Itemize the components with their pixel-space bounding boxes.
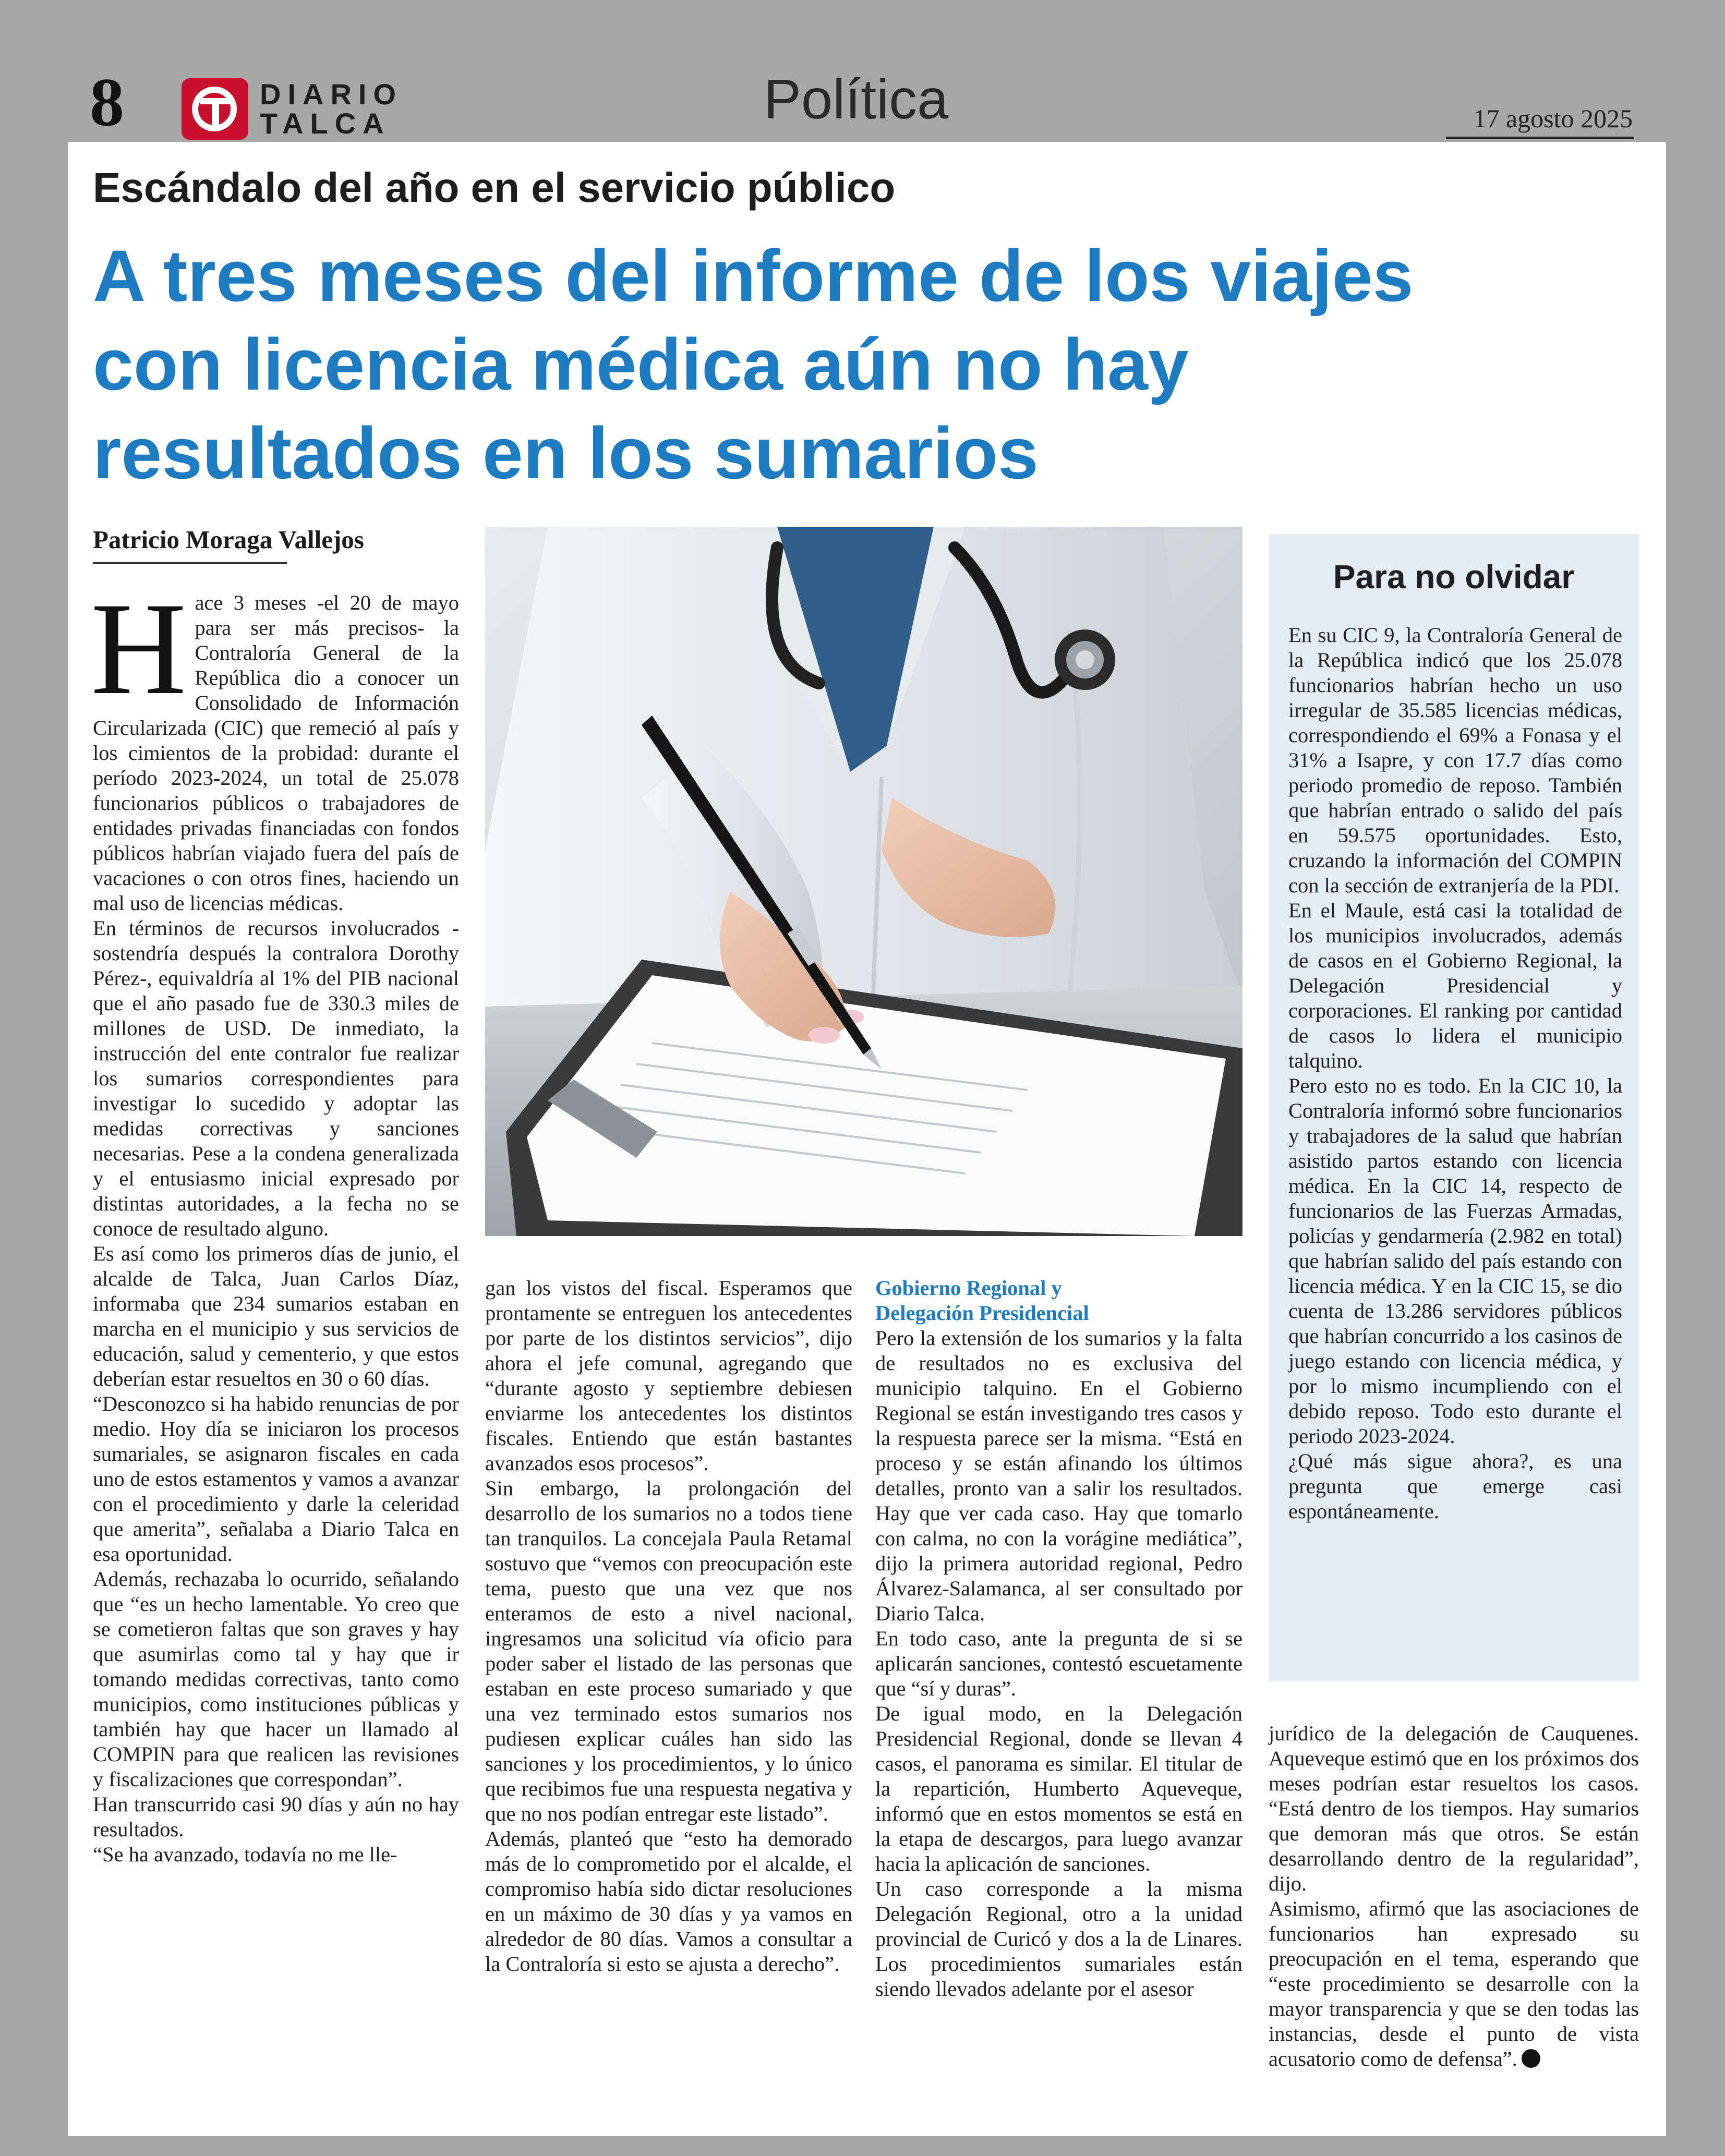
sidebar-paragraph: En su CIC 9, la Contraloría General de la República indicó que los 25.078 funcionarios habrían hecho un uso irregular de 35.585 licencias médicas, correspondiendo el 69% a Fonasa y el 31% a Isapre, y con 17.7 días como periodo promedio de reposo. También que habrían entrado o salido del país en 59.575 oportunidades. Esto, cruzando la información del COMPIN con la sección de extranjería de la PDI.: [1288, 623, 1622, 897]
paragraph: De igual modo, en la Delegación Presidencial Regional, donde se llevan 4 casos, el panorama es similar. El titular de la repartición, Humberto Aqueveque, informó que en estos momentos se está en la etapa de descargos, para luego avanzar hacia la aplicación de sanciones.: [875, 1702, 1243, 1875]
article-column-1: [91, 575, 459, 1867]
date-rule: [1446, 137, 1634, 139]
paragraph: Pero la extensión de los sumarios y la falta de resultados no es exclusiva del municipio talquino. En el Gobierno Regional se están investigando tres casos y la respuesta parece ser la misma. “Está en proceso y se están afinando los últimos detalles, pronto van a salir los resultados. Hay que ver cada caso. Hay que tomarlo con calma, no con la vorágine mediática”, dijo la primera autoridad regional, Pedro Álvarez-Salamanca, al ser consultado por Diario Talca.: [875, 1326, 1243, 1625]
end-mark-icon: [1522, 2049, 1540, 2068]
logo-line-1: DIARIO: [260, 78, 403, 111]
paragraph: “Desconozco si ha habido renuncias de por medio. Hoy día se iniciaron los procesos sumariales, se asignaron fiscales en cada uno de estos estamentos y vamos a avanzar con el procedimiento y darle la celeridad que amerita”, señalaba a Diario Talca en esa oportunidad.: [93, 1392, 459, 1566]
headline-line: A tres meses del informe de los viajes: [93, 235, 1414, 317]
paragraph: En todo caso, ante la pregunta de si se aplicarán sanciones, contestó escuetamente que “sí y duras”.: [875, 1627, 1243, 1700]
sidebar-paragraph: Pero esto no es todo. En la CIC 10, la Contraloría informó sobre funcionarios y trabajadores de la salud que habrían asistido partos estando con licencia médica. En la CIC 14, respecto de funcionarios de las Fuerzas Armadas, policías y gendarmería (2.982 en total) que habrían salido del país estando con licencia médica. Y en la CIC 15, se dio cuenta de 13.286 servidores públicos que habrían concurrido a los casinos de juego estando con licencia médica, y por lo mismo incumpliendo con el debido reposo. Todo esto durante el periodo 2023-2024.: [1288, 1074, 1622, 1448]
paragraph: Asimismo, afirmó que las asociaciones de funcionarios han expresado su preocupación en el tema, esperando que “este procedimiento se desarrolle con la mayor transparencia y que se den todas las instancias, desde el punto de vista acusatorio como de defensa”.: [1269, 1897, 1639, 2070]
article-column-4: [1269, 1721, 1639, 2072]
headline-line: resultados en los sumarios: [93, 412, 1039, 494]
paragraph: Han transcurrido casi 90 días y aún no hay resultados.: [93, 1792, 459, 1841]
paragraph: Es así como los primeros días de junio, el alcalde de Talca, Juan Carlos Díaz, informaba que 234 sumarios estaban en marcha en el municipio y sus servicios de educación, salud y cementerio, y que estos deberían estar resueltos en 30 o 60 días.: [93, 1242, 459, 1390]
paragraph: Sin embargo, la prolongación del desarrollo de los sumarios no a todos tiene tan tranquilos. La concejala Paula Retamal sostuvo que “vemos con preocupación este tema, puesto que una vez que nos enteramos de esto a nivel nacional, ingresamos una solicitud vía oficio para poder saber el listado de las personas que estaban en este proceso sumariado y que una vez terminado estos sumarios nos pudiesen explicar cuáles han sido las sanciones y los procedimientos, y lo único que recibimos fue una respuesta negativa y que no nos podían entregar este listado”.: [485, 1476, 852, 1825]
paragraph: “Se ha avanzado, todavía no me lle-: [93, 1843, 397, 1866]
article-sheet: [68, 142, 1666, 2136]
issue-date: 17 agosto 2025: [1473, 104, 1633, 133]
paragraph: Hace 3 meses -el 20 de mayo para ser más precisos- la Contraloría General de la República dio a conocer un Consolidado de Información Circularizada (CIC) que remeció al país y los cimientos de la probidad: durante el período 2023-2024, un total de 25.078 funcionarios públicos o trabajadores de entidades privadas financiadas con fondos públicos habrían viajado fuera del país de vacaciones o con otros fines, haciendo un mal uso de licencias médicas.: [91, 575, 459, 915]
paragraph: Además, rechazaba lo ocurrido, señalando que “es un hecho lamentable. Yo creo que se cometieron faltas que son graves y hay que asumirlas como tal y hay que ir tomando medidas correctivas, tanto como municipios, como instituciones públicas y también hay que hacer un llamado al COMPIN para que realicen las revisiones y fiscalizaciones que correspondan”.: [93, 1567, 459, 1791]
article-kicker: Escándalo del año en el servicio público: [93, 164, 896, 211]
logo-line-2: TALCA: [260, 107, 391, 140]
headline-line: con licencia médica aún no hay: [93, 323, 1189, 405]
article-photo: [485, 527, 1243, 1236]
sidebar-title: Para no olvidar: [1333, 558, 1575, 596]
article-column-3: [875, 1276, 1243, 2002]
logo-text: [260, 80, 403, 138]
page-number: 8: [90, 64, 124, 140]
sidebar-paragraph: En el Maule, está casi la totalidad de los municipios involucrados, además de casos en el Gobierno Regional, la Delegación Presidencial y corporaciones. El ranking por cantidad de casos lo lidera el municipio talquino.: [1288, 899, 1622, 1072]
section-subhead: Gobierno Regional y Delegación Presidencial: [875, 1276, 1089, 1325]
byline-rule: [93, 562, 287, 564]
doctor-writing-image: [485, 527, 1243, 1236]
paragraph: En términos de recursos involucrados -sostendría después la contralora Dorothy Pérez-, equivaldría al 1% del PIB nacional que el año pasado fue de 330.3 miles de millones de USD. De inmediato, la instrucción del ente contralor fue realizar los sumarios correspondientes para investigar lo sucedido y adoptar las medidas correctivas y sanciones necesarias. Pese a la condena generalizada y el entusiasmo inicial expresado por distintas autoridades, a la fecha no se conoce de resultado alguno.: [93, 916, 459, 1240]
byline: Patricio Moraga Vallejos: [93, 525, 364, 554]
article-column-2: [485, 1276, 852, 1977]
drop-cap: H: [91, 575, 187, 722]
article-headline: [93, 232, 1647, 498]
sidebar-body: [1288, 623, 1622, 1524]
paragraph: Un caso corresponde a la misma Delegación Regional, otro a la unidad provincial de Curicó y dos a la de Linares. Los procedimientos sumariales están siendo llevados adelante por el asesor: [875, 1877, 1243, 2001]
sidebar-paragraph: ¿Qué más sigue ahora?, es una pregunta que emerge casi espontáneamente.: [1288, 1449, 1622, 1523]
paragraph: gan los vistos del fiscal. Esperamos que prontamente se entreguen los antecedentes por parte de los distintos servicios”, dijo ahora el jefe comunal, agregando que “durante agosto y septiembre debiesen enviarme los antecedentes los distintos fiscales. Entiendo que están bastantes avanzados esos procesos”.: [485, 1276, 852, 1475]
paragraph: jurídico de la delegación de Cauquenes. Aqueveque estimó que en los próximos dos meses podrían estar resueltos los casos. “Está dentro de los tiempos. Hay sumarios que demoran más que otros. Se están desarrollando dentro de la regularidad”, dijo.: [1269, 1722, 1639, 1895]
paragraph: Además, planteó que “esto ha demorado más de lo comprometido por el alcalde, el compromiso había sido dictar resoluciones en un máximo de 30 días y ya vamos en alrededor de 80 días. Vamos a consultar a la Contraloría si esto se ajusta a derecho”.: [485, 1827, 852, 1976]
section-title: Política: [764, 67, 949, 130]
logo-mark-icon: [182, 78, 248, 140]
diario-talca-logo: [182, 78, 403, 140]
sidebar-box: [1269, 534, 1639, 1681]
